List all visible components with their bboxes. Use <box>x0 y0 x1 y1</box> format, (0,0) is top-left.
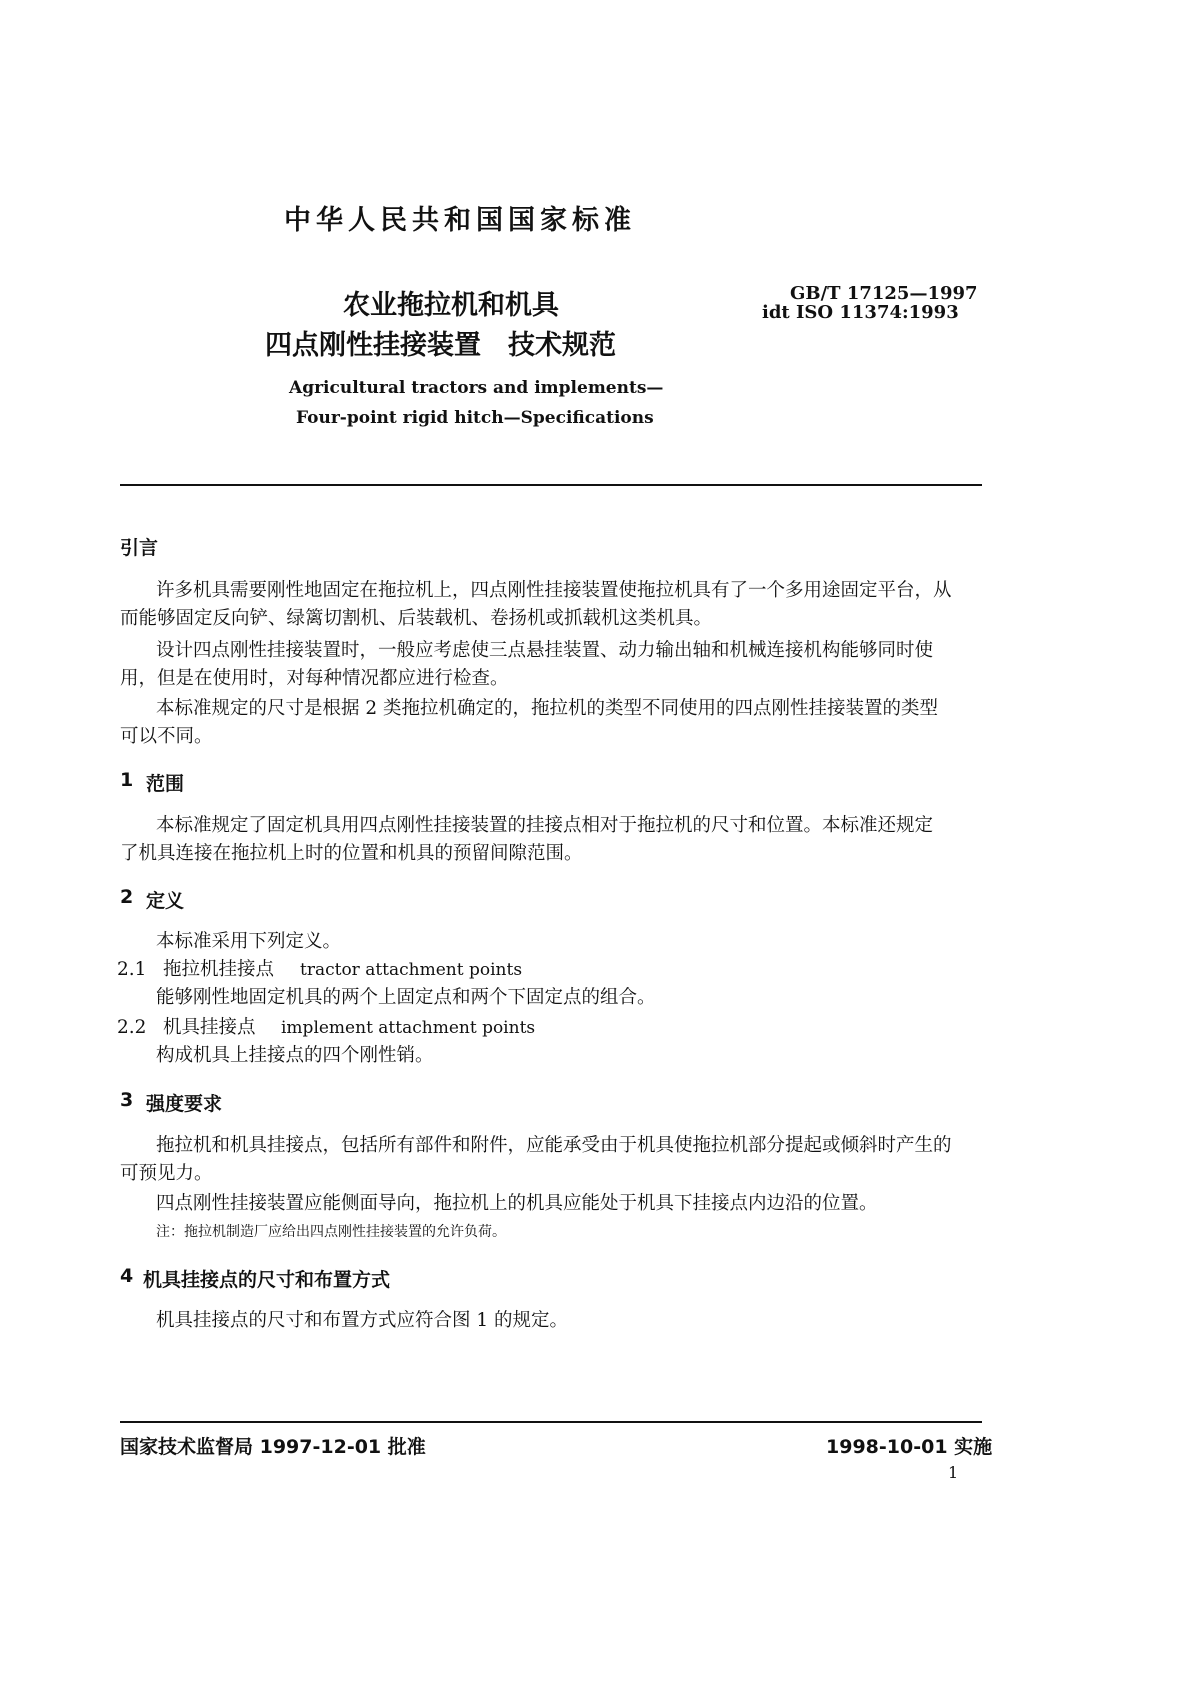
def-2-2-text: 构成机具上挂接点的四个刚性销。 <box>156 1045 434 1066</box>
def-2-1-term: 拖拉机挂接点 <box>163 959 275 980</box>
section-2-title: 定义 <box>146 890 185 912</box>
section-1-line2: 了机具连接在拖拉机上时的位置和机具的预留间隙范围。 <box>120 843 583 864</box>
page-number: 1 <box>948 1463 959 1482</box>
standard-number: GB/T 17125—1997 <box>790 283 978 304</box>
effective-date: 1998-10-01 实施 <box>826 1436 993 1458</box>
title-cn-line1: 农业拖拉机和机具 <box>343 290 559 321</box>
section-4-title: 机具挂接点的尺寸和布置方式 <box>143 1269 391 1291</box>
def-2-1-text: 能够刚性地固定机具的两个上固定点和两个下固定点的组合。 <box>156 987 656 1008</box>
section-1-title: 范围 <box>146 773 185 795</box>
section-1-number: 1 <box>120 769 134 791</box>
section-4-number: 4 <box>120 1265 134 1287</box>
section-2-lead: 本标准采用下列定义。 <box>156 931 342 952</box>
header-divider <box>120 484 982 486</box>
intro-p2-line2: 用，但是在使用时，对每种情况都应进行检查。 <box>120 668 509 689</box>
section-3-number: 3 <box>120 1089 134 1111</box>
def-2-1-english: tractor attachment points <box>300 960 523 980</box>
section-3-p1-line2: 可预见力。 <box>120 1163 213 1184</box>
title-en-line2: Four-point rigid hitch—Specifications <box>296 408 654 428</box>
intro-p3-line1: 本标准规定的尺寸是根据 2 类拖拉机确定的，拖拉机的类型不同使用的四点刚性挂接装置的类型 <box>156 698 939 719</box>
section-2-number: 2 <box>120 886 134 908</box>
intro-heading: 引言 <box>120 537 159 559</box>
intro-p1-line1: 许多机具需要刚性地固定在拖拉机上，四点刚性挂接装置使拖拉机具有了一个多用途固定平台，从 <box>156 580 952 601</box>
intro-p1-line2: 而能够固定反向铲、绿篱切割机、后装载机、卷扬机或抓载机这类机具。 <box>120 608 713 629</box>
national-standard-title: 中华人民共和国国家标准 <box>284 205 636 236</box>
section-3-title: 强度要求 <box>146 1093 223 1115</box>
title-cn-line2: 四点刚性挂接装置 技术规范 <box>265 330 616 361</box>
def-2-2-term: 机具挂接点 <box>163 1017 256 1038</box>
section-3-note: 注：拖拉机制造厂应给出四点刚性挂接装置的允许负荷。 <box>156 1224 506 1240</box>
def-2-2-english: implement attachment points <box>281 1018 536 1038</box>
section-1-line1: 本标准规定了固定机具用四点刚性挂接装置的挂接点相对于拖拉机的尺寸和位置。本标准还规定 <box>156 815 934 836</box>
title-en-line1: Agricultural tractors and implements— <box>289 378 664 398</box>
section-3-p1-line1: 拖拉机和机具挂接点，包括所有部件和附件，应能承受由于机具使拖拉机部分提起或倾斜时产生的 <box>156 1135 952 1156</box>
intro-p3-line2: 可以不同。 <box>120 726 213 747</box>
approval-info: 国家技术监督局 1997-12-01 批准 <box>120 1436 426 1458</box>
footer-divider <box>120 1421 982 1423</box>
idt-number: idt ISO 11374:1993 <box>762 302 959 323</box>
section-3-p2: 四点刚性挂接装置应能侧面导向，拖拉机上的机具应能处于机具下挂接点内边沿的位置。 <box>156 1193 878 1214</box>
def-2-1-number: 2.1 <box>117 959 147 980</box>
def-2-2-number: 2.2 <box>117 1017 147 1038</box>
section-4-p1: 机具挂接点的尺寸和布置方式应符合图 1 的规定。 <box>156 1310 569 1331</box>
intro-p2-line1: 设计四点刚性挂接装置时，一般应考虑使三点悬挂装置、动力输出轴和机械连接机构能够同时使 <box>156 640 934 661</box>
